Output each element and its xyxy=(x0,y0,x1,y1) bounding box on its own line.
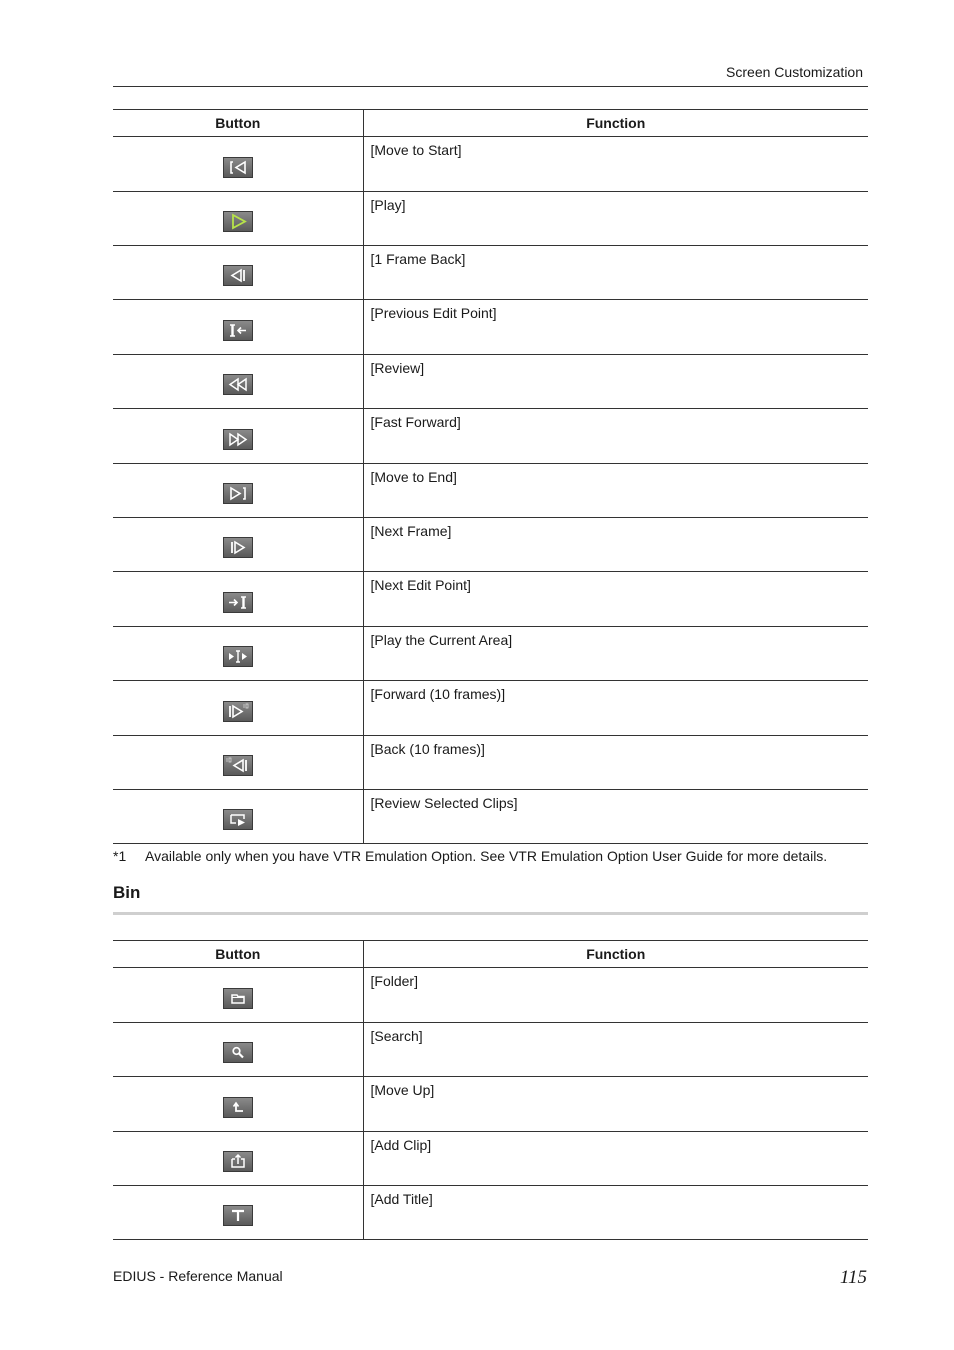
function-label: [Move Up] xyxy=(363,1077,868,1132)
table-row xyxy=(113,681,868,736)
play-current-area-icon xyxy=(223,646,253,667)
function-label: [Search] xyxy=(363,1023,868,1077)
column-header-button: Button xyxy=(113,941,363,968)
function-label: [Add Clip] xyxy=(363,1132,868,1186)
table-row xyxy=(113,790,868,844)
table-row xyxy=(113,1186,868,1240)
review-selected-clips-icon xyxy=(223,809,253,830)
add-clip-icon xyxy=(223,1151,253,1172)
function-label: [Play the Current Area] xyxy=(363,627,868,681)
function-label: [Next Edit Point] xyxy=(363,572,868,627)
table-row xyxy=(113,1132,868,1186)
running-header: Screen Customization xyxy=(726,64,863,80)
column-header-button: Button xyxy=(113,110,363,137)
search-icon xyxy=(223,1042,253,1063)
review-icon xyxy=(223,374,253,395)
function-label: [Previous Edit Point] xyxy=(363,300,868,355)
function-label: [Play] xyxy=(363,192,868,246)
section-rule xyxy=(113,912,868,915)
table-row xyxy=(113,192,868,246)
move-up-icon xyxy=(223,1097,253,1118)
next-frame-icon xyxy=(223,537,253,558)
column-header-function: Function xyxy=(363,941,868,968)
table-row xyxy=(113,968,868,1023)
table-row xyxy=(113,736,868,790)
footnote-text: Available only when you have VTR Emulation Option. See VTR Emulation Option User Guide for more details. xyxy=(145,848,828,864)
function-label: [Review Selected Clips] xyxy=(363,790,868,844)
function-label: [Folder] xyxy=(363,968,868,1023)
footer-manual-title: EDIUS - Reference Manual xyxy=(113,1268,283,1284)
function-label: [Review] xyxy=(363,355,868,409)
function-label: [Back (10 frames)] xyxy=(363,736,868,790)
table-row xyxy=(113,409,868,464)
table-row xyxy=(113,137,868,192)
folder-icon xyxy=(223,988,253,1009)
table-row xyxy=(113,1023,868,1077)
table-row xyxy=(113,355,868,409)
player-buttons-table xyxy=(113,109,868,844)
function-label: [1 Frame Back] xyxy=(363,246,868,300)
header-rule xyxy=(113,86,868,87)
function-label: [Move to End] xyxy=(363,464,868,518)
back-10-frames-icon xyxy=(223,755,253,776)
function-label: [Forward (10 frames)] xyxy=(363,681,868,736)
column-header-function: Function xyxy=(363,110,868,137)
play-icon xyxy=(223,211,253,232)
table-row xyxy=(113,572,868,627)
next-edit-point-icon xyxy=(223,592,253,613)
table-row xyxy=(113,1077,868,1132)
footnote-mark: *1 xyxy=(113,848,127,864)
section-title-bin: Bin xyxy=(113,883,141,902)
table-row xyxy=(113,246,868,300)
previous-edit-point-icon xyxy=(223,320,253,341)
move-to-end-icon xyxy=(223,483,253,504)
table-header-row xyxy=(113,110,868,137)
frame-back-icon xyxy=(223,265,253,286)
bin-buttons-table xyxy=(113,940,868,1240)
function-label: [Add Title] xyxy=(363,1186,868,1240)
table-row xyxy=(113,518,868,572)
add-title-icon xyxy=(223,1205,253,1226)
fast-forward-icon xyxy=(223,429,253,450)
function-label: [Move to Start] xyxy=(363,137,868,192)
footnote xyxy=(113,848,827,864)
table-row xyxy=(113,627,868,681)
forward-10-frames-icon xyxy=(223,701,253,722)
table-row xyxy=(113,464,868,518)
table-header-row xyxy=(113,941,868,968)
move-to-start-icon xyxy=(223,157,253,178)
page-number: 115 xyxy=(839,1267,867,1288)
function-label: [Fast Forward] xyxy=(363,409,868,464)
table-row xyxy=(113,300,868,355)
function-label: [Next Frame] xyxy=(363,518,868,572)
